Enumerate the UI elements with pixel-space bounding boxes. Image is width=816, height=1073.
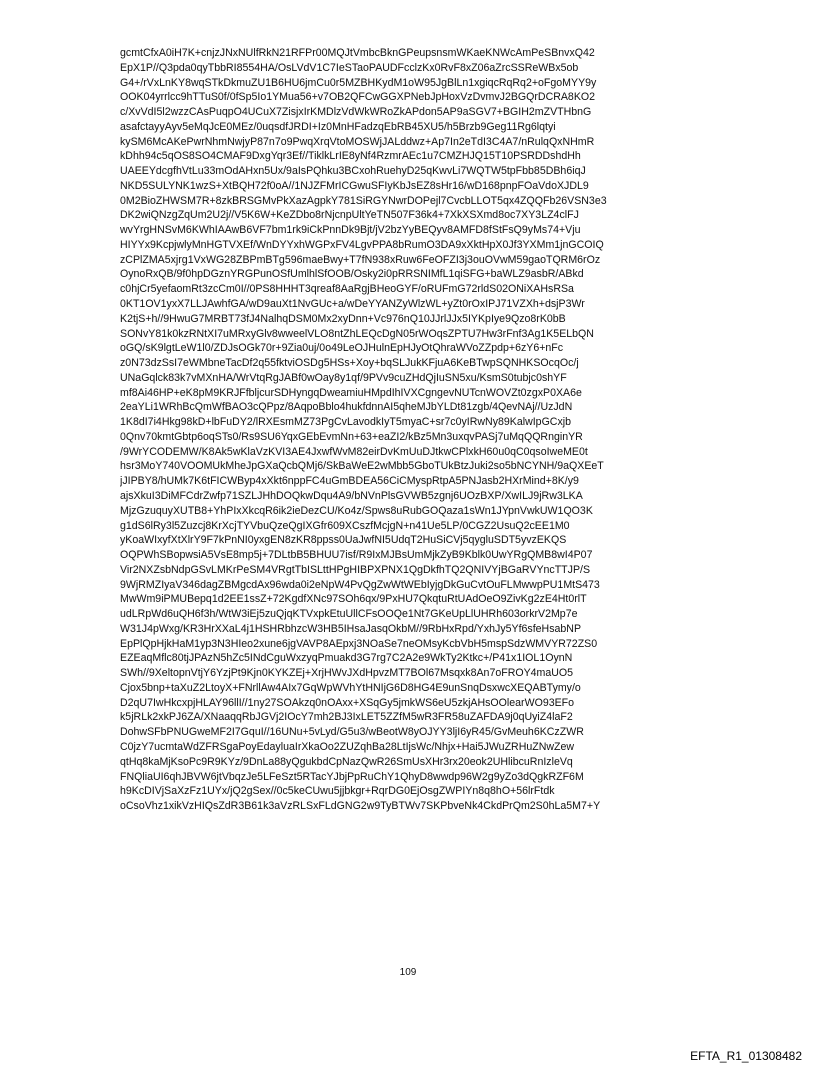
encoded-text-block bbox=[120, 46, 740, 814]
text-line: EpX1P//Q3pda0qyTbbRI8554HA/OsLVdV1C7IeSTaoPAUDFcclzKx0RvF8xZ06aZrcSSReWBx5ob bbox=[120, 61, 579, 74]
text-line: 9WjRMZIyaV346dagZBMgcdAx96wda0i2eNpW4PvQgZwWtWEbIyjgDkGuCvtOuFLMwwpPU1MtS473 bbox=[120, 578, 600, 591]
text-line: oCsoVhz1xikVzHIQsZdR3B61k3aVzRLSxFLdGNG2w9TyBTWv7SKPbveNk4CkdPrQm2S0hLa5M7+Y bbox=[120, 800, 601, 813]
text-line: yKoaWIxyfXtXlrY9F7kPnNI0yxgEN8zKR8ppss0UaJwfNI5UdqT2HuSiCVj5qygluSDT5yvzEKQS bbox=[120, 534, 567, 547]
text-line: 0Qnv70kmtGbtp6oqSTs0/Rs9SU6YqxGEbEvmNn+63+eaZI2/kBz5Mn3uxqvPASj7uMqQQRnginYR bbox=[120, 430, 583, 443]
text-line: HIYYx9KcpjwlyMnHGTVXEf/WnDYYxhWGPxFV4LgvPPA8bRumO3DA9xXktHpX0Jf3YXMm1jnGCOIQ bbox=[120, 238, 604, 251]
text-line: K2tjS+h//9HwuG7MRBT73fJ4NalhqDSM0Mx2xyDnn+Vc976nQ10JJrlJJx5IYKpIye9Qzo8rK0bB bbox=[120, 312, 566, 325]
text-line: 2eaYLi1WRhBcQmWfBAO3cQPpz/8AqpoBblo4hukfdnnAI5qheMJbYLDt81zgb/4QevNAj//UzJdN bbox=[120, 401, 573, 414]
text-line: G4+/rVxLnKY8wqSTkDkmuZU1B6HU6jmCu0r5MZBHKydM1oW95JgBlLn1xgiqcRqRq2+oFgoMYY9y bbox=[120, 76, 597, 89]
text-line: Vir2NXZsbNdpGSvLMKrPeSM4VRgtTbISLttHPgHIBPXPNX1QgDkfhTQ2QNIVYjBGaRVYncTTJP/S bbox=[120, 563, 591, 576]
text-line: C0jzY7ucmtaWdZFRSgaPoyEdayluaIrXkaOo2ZUZqhBa28LtIjsWc/Nhjx+Hai5JWuZRHuZNwZew bbox=[120, 740, 575, 753]
text-line: c/XvVdI5l2wzzCAsPuqpO4UCuX7ZisjxIrKMDlzVdWkWRoZkAPdon5AP9aSGV7+BGIH2mZVTHbnG bbox=[120, 106, 592, 119]
text-line: 0M2BioZHWSM7R+8zkBRSGMvPkXazAgpkY781SiRGYNwrDOPejl7CvcbLLOT5qx4ZQQFb26VSN3e3 bbox=[120, 194, 607, 207]
text-line: k5jRLk2xkPJ6ZA/XNaaqqRbJGVj2IOcY7mh2BJ3IxLET5ZZfM5wR3FR58uZAFDA9j0qUyiZ4laF2 bbox=[120, 711, 573, 724]
text-line: h9KcDIVjSaXzFz1UYx/jQ2gSex//0c5keCUwu5jjbkgr+RqrDG0EjOsgZWPIYn8q8hO+56lrFtdk bbox=[120, 785, 555, 798]
text-line: g1dS6lRy3l5Zuzcj8KrXcjTYVbuQzeQgIXGfr609XCszfMcjgN+n41Ue5LP/0CGZ2UsuQ2cEE1M0 bbox=[120, 519, 570, 532]
text-line: MwWm9iPMUBepq1d2EE1ssZ+72KgdfXNc97SOh6qx/9PxHU7QkqtuRtUAdOeO9ZivKg2zE4Ht0rlT bbox=[120, 593, 587, 606]
text-line: qtHq8kaMjKsoPc9R9KYz/9DnLa88yQgukbdCpNazQwR26SmUsXHr3rx20eok2UHlibcuRnIzleVq bbox=[120, 755, 573, 768]
page-number: 109 bbox=[399, 967, 417, 978]
text-line: hsr3MoY740VOOMUkMheJpGXaQcbQMj6/SkBaWeE2wMbb5GboTUkBtzJuki2so5bNCYNH/9aQXEeT bbox=[120, 460, 604, 473]
text-line: DohwSFbPNUGweMF2I7GquI//16UNu+5vLyd/G5u3/wBeotW8yOJYY3ljI6yR45/GvMeuh6KCzZWR bbox=[120, 726, 584, 739]
text-line: SWh//9XeltopnVtjY6YzjPt9Kjn0KYKZEj+XrjHWvJXdHpvzMT7BOl67Msqxk8An7oFROY4maUO5 bbox=[120, 667, 574, 680]
text-line: UAEEYdcgfhVtLu33mOdAHxn5Ux/9aIsPQhku3BCxohRuehyD25qKwvLi7WQTW5tpFbb85DBh6iqJ bbox=[120, 165, 586, 178]
text-line: c0hjCr5yefaomRt3zcCm0I//0PS8HHHT3qreaf8AaRgjBHeoGYF/oRUFmG72rldS02ONiXAHsRSa bbox=[120, 283, 574, 296]
text-line: FNQliaUI6qhJBVW6jtVbqzJe5LFeSzt5RTacYJbjPpRuChY1QhyD8wwdp96W2g9yZo3dQgkRZF6M bbox=[120, 770, 584, 783]
text-line: /9WrYCODEMW/K8Ak5wKlaVzKVI3AE4JxwfWvM82eirDvKmUuDJtkwCPlxkH60u0qC0qsoIweME0t bbox=[120, 445, 588, 458]
text-line: asafctayyAyv5eMqJcE0MEz/0uqsdfJRDI+Iz0MnHFadzqEbRB45XU5/h5Brzb9Geg11Rg6lqtyi bbox=[120, 120, 556, 133]
text-line: EpPlQpHjkHaM1yp3N3HIeo2xune6jgVAVP8AEpxj3NOaSe7neOMsyKcbVbH5mspSdzWMVYR72ZS0 bbox=[120, 637, 598, 650]
text-line: Cjox5bnp+taXuZ2LtoyX+FNrllAw4AIx7GqWpWVhYtHNIjG6D8HG4E9unSnqDsxwcXEQABTymy/o bbox=[120, 681, 581, 694]
text-line: kySM6McAKePwrNhmNwjyP87n7o9PwqXrqVtoMOSWjJALddwz+Ap7In2eTdI3C4A7/nRulqQxNHmR bbox=[120, 135, 595, 148]
text-line: mf8Ai46HP+eK8pM9KRJFfbljcurSDHyngqDweamiuHMpdIhIVXCgngevNUTcnWOVZt0zgxP0XA6e bbox=[120, 386, 582, 399]
text-line: 1K8dI7i4Hkg98kD+lbFuDY2/lRXEsmMZ73PgCvLavodkIyT5myaC+sr7c0yIRwNy89KalwIpGCxjb bbox=[120, 416, 571, 429]
text-line: z0N73dzSsI7eWMbneTacDf2q55fktviOSDg5HSs+Xoy+bqSLJukKFjuA6KeBTwpSQNHKSOcqOc/j bbox=[120, 357, 579, 370]
text-line: DK2wiQNzgZqUm2U2j//V5K6W+KeZDbo8rNjcnpUltYeTN507F36k4+7XkXSXmd8oc7XY3LZ4clFJ bbox=[120, 209, 579, 222]
text-line: MjzGzuquyXUTB8+YhPIxXkcqR6ik2ieDezCU/Ko4z/Spws8uRubGOQaza1sWn1JYpnVwkUW1QO3K bbox=[120, 504, 593, 517]
text-line: oGQ/sK9lgtLeW1l0/ZDJsOGk70r+9Zia0uj/0o49LeOJHulnEpHJyOtQhraWVoZZpdp+6zY6+nFc bbox=[120, 342, 564, 355]
text-line: jJIPBY8/hUMk7K6tFICWByp4xXkt6nppFC4uGmBDEA56CiCMyspRtpA5PNJasb2HXrMind+8K/y9 bbox=[120, 475, 579, 488]
text-line: D2qU7IwHkcxpjHLAY96llI//1ny27SOAkzq0nOAxx+XSqGy5jmkWS6eU5zkjAHsOOlearWO93EFo bbox=[120, 696, 575, 709]
text-line: zCPlZMA5xjrg1VxWG28ZBPmBTg596maeBwy+T7fN938xRuw6FeOFZI3j3ouOVwM59gaoTQRM6rOz bbox=[120, 253, 601, 266]
text-line: OOK04yrrlcc9hTTuS0f/0fSp5Io1YMua56+v7OB2QFCwGGXPNebJpHoxVzDvmvJ2BGQrDCRA8KO2 bbox=[120, 91, 596, 104]
text-line: NKD5SULYNK1wzS+XtBQH72f0oA//1NJZFMrICGwuSFIyKbJsEZ8sHr16/wD168pnpFOaVdoXJDL9 bbox=[120, 179, 589, 192]
text-line: EZEaqMflc80tjJPAzN5hZc5INdCguWxzyqPmuakd3G7rg7C2A2e9WkTy2Ktkc+/P41x1IOL1OynN bbox=[120, 652, 573, 665]
bates-number: EFTA_R1_01308482 bbox=[690, 1049, 802, 1063]
text-line: ajsXkuI3DiMFCdrZwfp71SZLJHhDOQkwDqu4A9/bNVnPlsGVWB5zgnj6UOzBXP/XwILJ9jRw3LKA bbox=[120, 489, 583, 502]
text-line: kDhh94c5qOS8SO4CMAF9DxgYqr3Ef//TiklkLrIE8yNf4RzmrAEc1u7CMZHJQ15T10PSRDDshdHh bbox=[120, 150, 581, 163]
text-line: gcmtCfxA0iH7K+cnjzJNxNUlfRkN21RFPr00MQJtVmbcBknGPeupsnsmWKaeKNWcAmPeSBnvxQ42 bbox=[120, 47, 595, 59]
text-line: OQPWhSBopwsiA5VsE8mp5j+7DLtbB5BHUU7isf/R9IxMJBsUmMjkZyB9Kblk0UwYRgQMB8wI4P07 bbox=[120, 549, 593, 562]
text-line: W31J4pWxg/KR3HrXXaL4j1HSHRbhzcW3HB5IHsaJasqOkbM//9RbHxRpd/YxhJy5Yf6sfeHsabNP bbox=[120, 622, 582, 635]
text-line: SONvY81k0kzRNtXI7uMRxyGlv8wweelVLO8ntZhLEQcDgN05rWOqsZPTU7Hw3rFnf3Ag1K5ELbQN bbox=[120, 327, 594, 340]
text-line: wvYrgHNSvM6KWhIAAwB6VF7bm1rk9iCkPnnDk9Bjt/jV2bzYyBEQyv8AMFD8fStFsQ9yMs74+Vju bbox=[120, 224, 581, 237]
text-line: UNaGqlck83k7vMXnHA/WrVtqRgJABf0wOay8y1qf/9PVv9cuZHdQjIuSN5xu/KsmS0tubjc0shYF bbox=[120, 371, 567, 384]
text-line: 0KT1OV1yxX7LLJAwhfGA/wD9auXt1NvGUc+a/wDeYYANZyWlzWL+yZt0rOxIPJ71VZXh+dsjP3Wr bbox=[120, 298, 585, 311]
text-line: udLRpWd6uQH6f3h/WtW3iEj5zuQjqKTVxpkEtuUllCFsOOQe1Nt7GKeUpLlUHRh603orkrV2Mp7e bbox=[120, 608, 578, 621]
text-line: OynoRxQB/9f0hpDGznYRGPunOSfUmlhlSfOOB/Osky2i0pRRSNIMfL1qiSFG+baWLZ9asbR/ABkd bbox=[120, 268, 584, 281]
